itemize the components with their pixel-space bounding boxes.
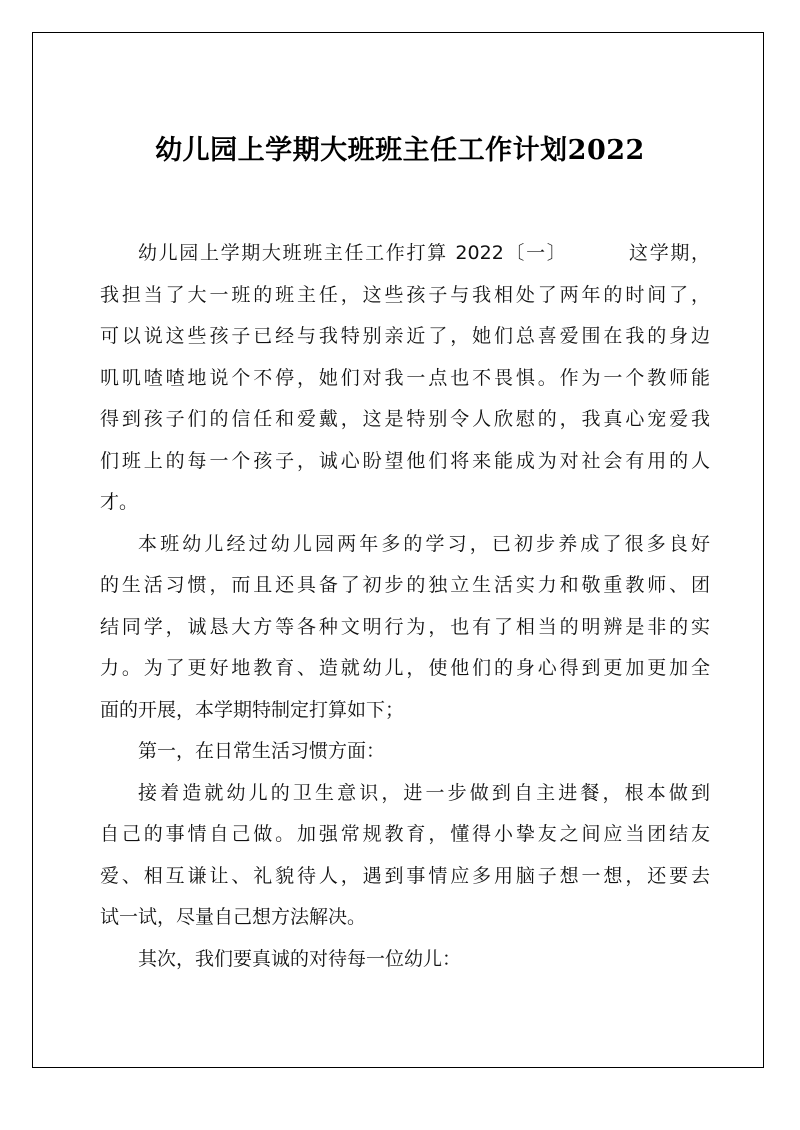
paragraph-4-line-4: 试一试，尽量自己想方法解决。 xyxy=(100,906,367,928)
paragraph-4-line-3: 爱、相互谦让、礼貌待人，遇到事情应多用脑子想一想，还要去 xyxy=(100,864,710,887)
paragraph-1-line-1-tail: 这学期， xyxy=(627,242,710,264)
paragraph-4-line-1: 接着造就幼儿的卫生意识，进一步做到自主进餐，根本做到 xyxy=(138,781,710,804)
paragraph-1-line-3: 可以说这些孩子已经与我特别亲近了，她们总喜爱围在我的身边 xyxy=(100,325,710,347)
paragraph-1-heading-text: 幼儿园上学期大班班主任工作打算 2022〔一〕 xyxy=(138,242,568,264)
paragraph-1-line-2: 我担当了大一班的班主任，这些孩子与我相处了两年的时间了， xyxy=(100,283,710,306)
paragraph-1-line-7: 才。 xyxy=(100,491,139,513)
paragraph-4-line-2: 自己的事情自己做。加强常规教育，懂得小挚友之间应当团结友 xyxy=(100,823,710,845)
paragraph-1-line-1 xyxy=(100,233,710,275)
document-body xyxy=(100,233,710,980)
paragraph-1-line-6: 们班上的每一个孩子，诚心盼望他们将来能成为对社会有用的人 xyxy=(100,449,710,472)
paragraph-2-line-3: 结同学，诚恳大方等各种文明行为，也有了相当的明辨是非的实 xyxy=(100,615,710,638)
paragraph-2-line-1: 本班幼儿经过幼儿园两年多的学习，已初步养成了很多良好 xyxy=(138,532,710,555)
paragraph-1-line-4: 叽叽喳喳地说个不停，她们对我一点也不畏惧。作为一个教师能 xyxy=(100,366,710,389)
paragraph-2-line-4: 力。为了更好地教育、造就幼儿，使他们的身心得到更加更加全 xyxy=(100,657,710,679)
paragraph-1-line-5: 得到孩子们的信任和爱戴，这是特别令人欣慰的，我真心宠爱我 xyxy=(100,408,710,430)
paragraph-2-line-5: 面的开展，本学期特制定打算如下； xyxy=(100,698,405,721)
document-title: 幼儿园上学期大班班主任工作计划2022 xyxy=(155,135,645,166)
paragraph-3-line-1: 第一，在日常生活习惯方面： xyxy=(138,740,386,762)
paragraph-2-line-2: 的生活习惯，而且还具备了初步的独立生活实力和敬重教师、团 xyxy=(100,574,710,596)
paragraph-5-line-1: 其次，我们要真诚的对待每一位幼儿： xyxy=(138,947,462,970)
